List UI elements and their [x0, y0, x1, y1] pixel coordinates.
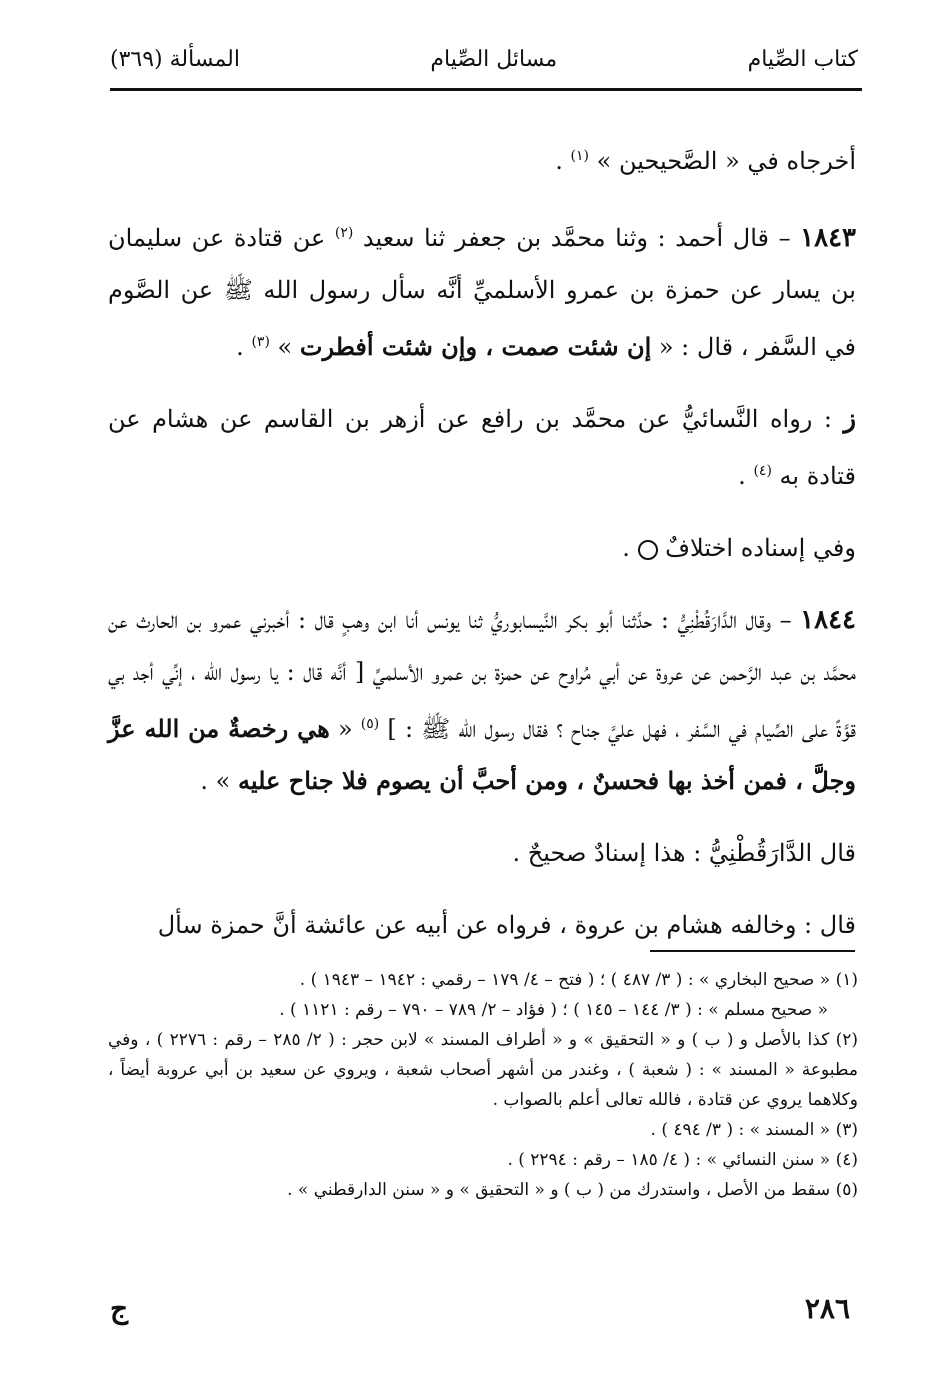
- footnote-2: (٢) كذا بالأصل و ( ب ) و « التحقيق » و « أطراف المسند » لابن حجر : ( ٢/ ٢٨٥ – رقم : ٢٢٧٦ ) ، وفي مطبوعة « المسند » : ( شعبة ) ، وغندر من أشهر أصحاب شعبة ، ويروي عن سعيد بن أبي عروبة أيضاً ، وكلاهما يروي عن قتادة ، فالله تعالى أعلم بالصواب .: [108, 1030, 859, 1110]
- running-header: [110, 38, 858, 80]
- addition-paragraph: ز : رواه النَّسائيُّ عن محمَّد بن رافع عن أزهر بن القاسم عن هشام عن قتادة به $^{(٤)}$ .: [108, 404, 856, 490]
- page-number: ٢٨٦: [804, 1291, 850, 1325]
- hadith-text: هي رخصةٌ من الله عزَّ وجلَّ ، فمن أخذ بها فحسنٌ ، ومن أحبَّ أن يصوم فلا جناح عليه: [108, 714, 856, 795]
- footnote-rule: [650, 950, 855, 952]
- hadith-1843: ١٨٤٣ – قال أحمد : وثنا محمَّد بن جعفر ثنا سعيد $^{(٢)}$ عن قتادة عن سليمان بن يسار عن حمزة بن عمرو الأسلميِّ أنَّه سأل رسول الله ﷺ عن الصَّوم في السَّفر ، قال : « إن شئت صمت ، وإن شئت أفطرت » $^{(٣)}$ .: [108, 223, 857, 361]
- header-issue-number: المسألة (٣٦٩): [110, 46, 240, 72]
- circle-icon: [638, 540, 658, 560]
- header-rule: [110, 88, 862, 91]
- footnote-ref: (٢): [334, 225, 354, 241]
- addition-mark: ز: [843, 404, 856, 434]
- footnote-ref: (٥): [360, 716, 380, 732]
- footnote-ref: (٤): [753, 463, 772, 479]
- paragraph: قال : وخالفه هشام بن عروة ، فرواه عن أبيه عن عائشة أنَّ حمزة سأل: [157, 911, 856, 939]
- page-footer: [110, 1288, 850, 1328]
- footnote-1: (١) « صحيح البخاري » : ( ٣/ ٤٨٧ ) ؛ ( فتح – ٤/ ١٧٩ – رقمي : ١٩٤٢ – ١٩٤٣ ) .: [299, 970, 858, 990]
- hadith-1844: ١٨٤٤ – وقال الدَّارَقُطْنِيُّ : حدَّثنا أبو بكر النَّيسابوريُّ ثنا يونس أنا ابن وهبٍ قال : أخبرني عمرو بن الحارث عن محمَّد بن عبد الرَّحمن عن عروة عن أبي مُراوح عن حمزة بن عمرو الأسلميِّ [ أنَّه قال : يا رسول الله ، إنِّي أجد بي قوَّةً على الصِّيام في السَّفر ، فهل عليَّ جناح ؟ فقال رسول الله ﷺ : ] $^{(٥)}$ « هي رخصةٌ من الله عزَّ وجلَّ ، فمن أخذ بها فحسنٌ ، ومن أحبَّ أن يصوم فلا جناح عليه » .: [108, 605, 856, 795]
- header-section-title: مسائل الصِّيام: [430, 46, 558, 72]
- footnote-5: (٥) سقط من الأصل ، واستدرك من ( ب ) و « التحقيق » و « سنن الدارقطني » .: [287, 1180, 858, 1200]
- hadith-number: ١٨٤٣: [800, 223, 857, 253]
- hadith-text: إن شئت صمت ، وإن شئت أفطرت: [299, 332, 652, 361]
- footnotes: [108, 965, 858, 1205]
- hadith-number: ١٨٤٤: [800, 605, 856, 635]
- header-book-title: كتاب الصِّيام: [747, 46, 858, 72]
- footnote-4: (٤) « سنن النسائي » : ( ٤/ ١٨٥ – رقم : ٢٢٩٤ ) .: [507, 1150, 858, 1170]
- paragraph: قال الدَّارَقُطْنِيُّ : هذا إسنادٌ صحيحٌ .: [512, 839, 856, 867]
- paragraph: أخرجاه في « الصَّحيحين » $^{(١)}$ .: [555, 147, 856, 175]
- paragraph: وفي إسناده اختلافٌ .: [622, 534, 856, 562]
- main-text: [108, 130, 856, 961]
- signature-mark: ج: [110, 1291, 129, 1325]
- footnote-3: (٣) « المسند » : ( ٣/ ٤٩٤ ) .: [650, 1120, 858, 1140]
- footnote-ref: (٣): [251, 334, 270, 350]
- footnote-1-cont: « صحيح مسلم » : ( ٣/ ١٤٤ – ١٤٥ ) ؛ ( فؤاد – ٢/ ٧٨٩ – ٧٩٠ – رقم : ١١٢١ ) .: [279, 1000, 828, 1020]
- footnote-ref: (١): [570, 148, 589, 164]
